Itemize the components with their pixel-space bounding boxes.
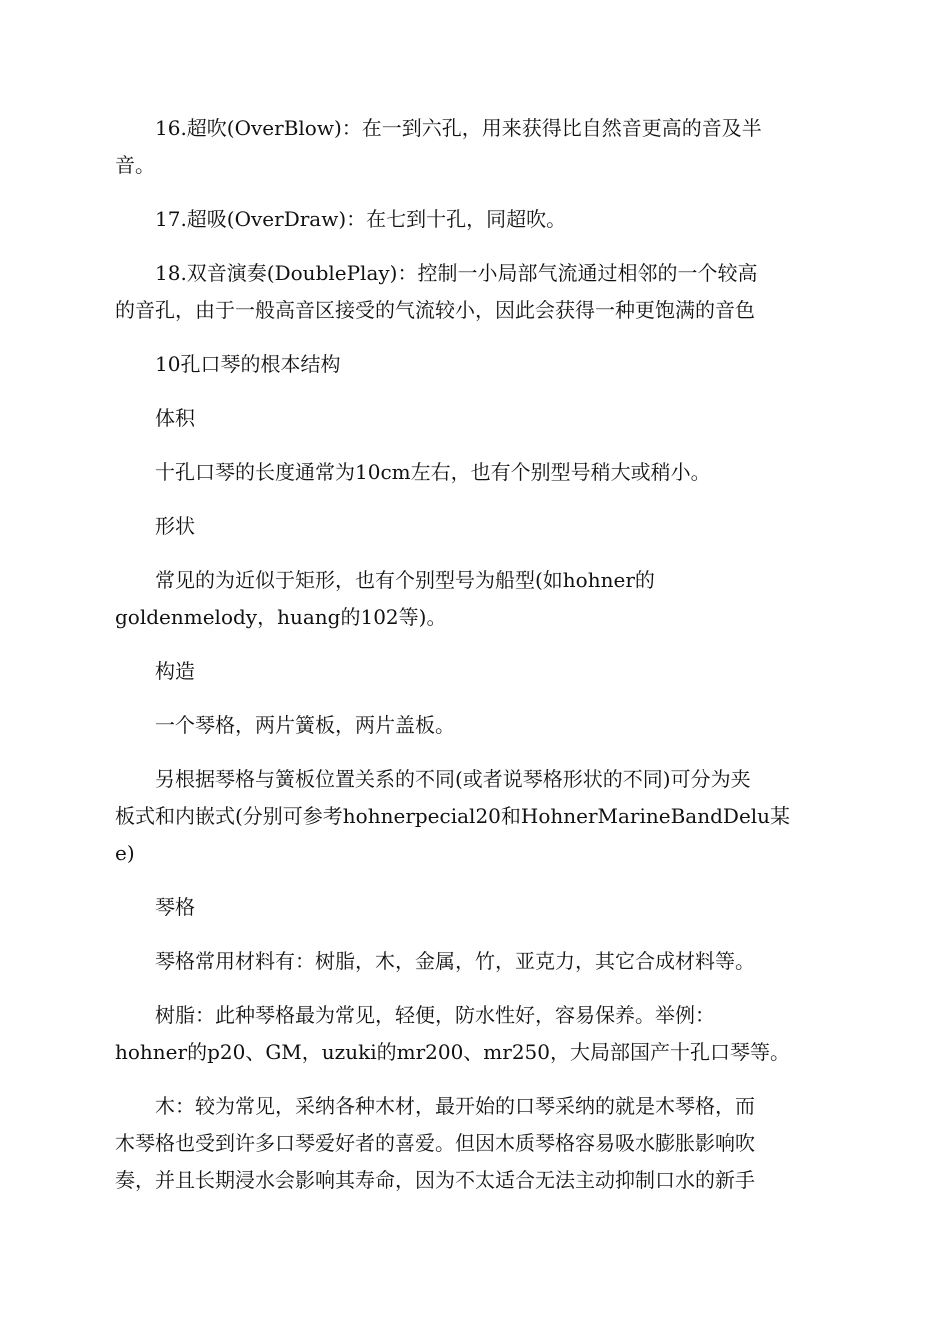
- paragraph: [115, 889, 835, 926]
- paragraph: [115, 201, 835, 238]
- paragraph-spacer: [115, 184, 835, 201]
- paragraph: [115, 400, 835, 437]
- paragraph: [115, 997, 835, 1071]
- paragraph-spacer: [115, 545, 835, 562]
- paragraph-line: goldenmelody，huang的102等)。: [115, 605, 447, 629]
- paragraph: [115, 255, 835, 329]
- paragraph-spacer: [115, 744, 835, 761]
- paragraph-line: 16.超吹(OverBlow)：在一到六孔，用来获得比自然音更高的音及半: [155, 116, 762, 140]
- paragraph-line: 的音孔，由于一般高音区接受的气流较小，因此会获得一种更饱满的音色: [115, 298, 755, 322]
- paragraph-line: 木：较为常见，采纳各种木材，最开始的口琴采纳的就是木琴格，而: [155, 1094, 755, 1118]
- paragraph-spacer: [115, 926, 835, 943]
- paragraph: [115, 707, 835, 744]
- paragraph: [115, 346, 835, 383]
- paragraph-line: 体积: [155, 406, 195, 430]
- paragraph-line: 琴格常用材料有：树脂，木，金属，竹，亚克力，其它合成材料等。: [155, 949, 755, 973]
- paragraph: [115, 653, 835, 690]
- paragraph: [115, 508, 835, 545]
- paragraph-line: 17.超吸(OverDraw)：在七到十孔，同超吹。: [155, 207, 567, 231]
- paragraph-spacer: [115, 437, 835, 454]
- paragraph-line: 奏，并且长期浸水会影响其寿命，因为不太适合无法主动抑制口水的新手: [115, 1168, 755, 1192]
- paragraph-spacer: [115, 872, 835, 889]
- paragraph-line: 音。: [115, 153, 155, 177]
- paragraph-spacer: [115, 238, 835, 255]
- paragraph-line: 常见的为近似于矩形，也有个别型号为船型(如hohner的: [155, 568, 655, 592]
- paragraph: [115, 761, 835, 872]
- paragraph: [115, 1088, 835, 1199]
- paragraph-spacer: [115, 636, 835, 653]
- paragraph-spacer: [115, 690, 835, 707]
- paragraph-spacer: [115, 329, 835, 346]
- paragraph: [115, 110, 835, 184]
- paragraph-spacer: [115, 980, 835, 997]
- paragraph: [115, 562, 835, 636]
- paragraph: [115, 943, 835, 980]
- paragraph-line: 十孔口琴的长度通常为10cm左右，也有个别型号稍大或稍小。: [155, 460, 711, 484]
- paragraph-line: 板式和内嵌式(分别可参考hohnerpecial20和HohnerMarineBandDelu某: [115, 804, 791, 828]
- document-body: [115, 110, 835, 1199]
- paragraph-spacer: [115, 383, 835, 400]
- paragraph-line: 琴格: [155, 895, 195, 919]
- paragraph: [115, 454, 835, 491]
- paragraph-line: 18.双音演奏(DoublePlay)：控制一小局部气流通过相邻的一个较高: [155, 261, 758, 285]
- paragraph-line: 形状: [155, 514, 195, 538]
- paragraph-line: 10孔口琴的根本结构: [155, 352, 341, 376]
- paragraph-spacer: [115, 491, 835, 508]
- paragraph-spacer: [115, 1071, 835, 1088]
- paragraph-line: 一个琴格，两片簧板，两片盖板。: [155, 713, 455, 737]
- paragraph-line: e): [115, 841, 135, 865]
- paragraph-line: 构造: [155, 659, 195, 683]
- paragraph-line: hohner的p20、GM，uzuki的mr200、mr250，大局部国产十孔口琴等。: [115, 1040, 790, 1064]
- paragraph-line: 树脂：此种琴格最为常见，轻便，防水性好，容易保养。举例：: [155, 1003, 715, 1027]
- paragraph-line: 另根据琴格与簧板位置关系的不同(或者说琴格形状的不同)可分为夹: [155, 767, 751, 791]
- paragraph-line: 木琴格也受到许多口琴爱好者的喜爱。但因木质琴格容易吸水膨胀影响吹: [115, 1131, 755, 1155]
